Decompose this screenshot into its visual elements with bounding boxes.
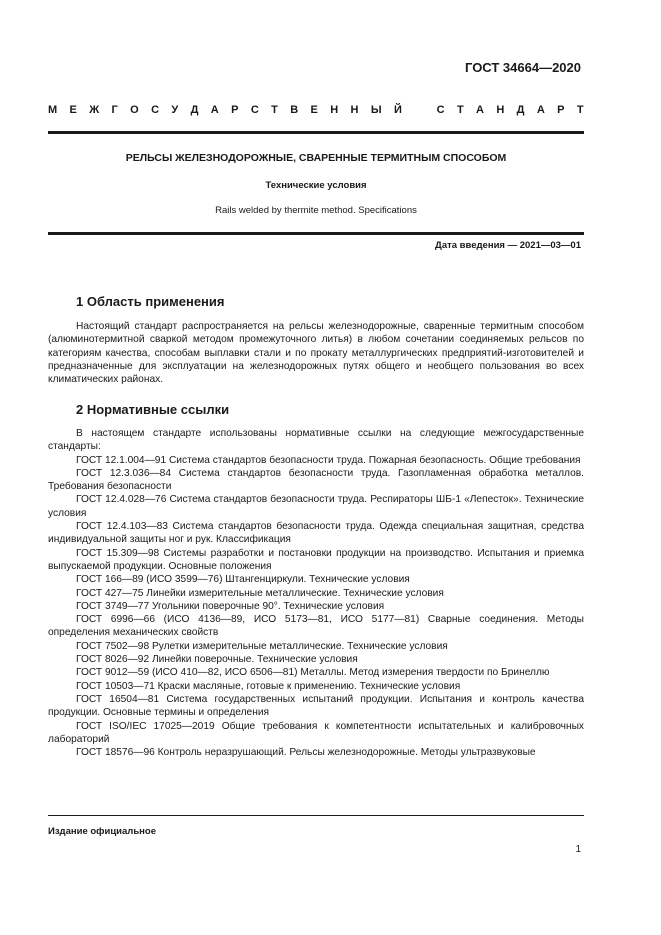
- interstate-letter: Ы: [370, 104, 382, 116]
- interstate-letter: Р: [557, 104, 565, 116]
- normative-reference-item: ГОСТ 12.4.028—76 Система стандартов безопасности труда. Респираторы ШБ-1 «Лепесток». Технические условия: [48, 494, 584, 519]
- interstate-letter: В: [290, 104, 299, 116]
- interstate-letter: Е: [310, 104, 318, 116]
- normative-reference-item: ГОСТ 3749—77 Угольники поверочные 90°. Технические условия: [76, 600, 385, 612]
- interstate-letter: М: [48, 104, 58, 116]
- section-1-heading: 1 Область применения: [76, 294, 225, 309]
- edition-label: Издание официальное: [48, 826, 156, 837]
- interstate-letter: Р: [231, 104, 239, 116]
- footer-rule: [48, 815, 584, 816]
- section-2-heading: 2 Нормативные ссылки: [76, 402, 230, 417]
- interstate-letter: Й: [394, 104, 402, 116]
- interstate-letter: С: [250, 104, 259, 116]
- normative-reference-item: ГОСТ 8026—92 Линейки поверочные. Технические условия: [76, 654, 358, 666]
- normative-reference-item: ГОСТ 7502—98 Рулетки измерительные металлические. Технические условия: [76, 640, 448, 652]
- interstate-letter: [414, 104, 424, 116]
- section-1-text: Настоящий стандарт распространяется на рельсы железнодорожные, сваренные термитным способом (алюминотермитной сваркой методом промежуточного литья) в любом сочетании соединяемых рельсов по категориям качества, способам выплавки стали и по прокату металлургических предприятий-изготовителей и предназначенные для эксплуатации на железнодорожных путях общего и необщего пользования во всех климатических районах.: [48, 321, 584, 386]
- interstate-letter: С: [436, 104, 445, 116]
- interstate-letter: Н: [330, 104, 339, 116]
- normative-reference-item: ГОСТ 12.3.036—84 Система стандартов безопасности труда. Газопламенная обработка металлов. Требования безопасности: [48, 467, 584, 493]
- interstate-letter: Т: [576, 104, 584, 116]
- normative-reference-item: ГОСТ 18576—96 Контроль неразрушающий. Рельсы железнодорожные. Методы ультразвуковые: [76, 747, 536, 759]
- interstate-letter: Т: [271, 104, 278, 116]
- header-rule-bottom: [48, 232, 584, 235]
- normative-references-list: [48, 427, 584, 759]
- normative-reference-item: ГОСТ ISO/IEC 17025—2019 Общие требования к компетентности испытательных и калибровочных лабораторий: [48, 720, 584, 745]
- interstate-letter: У: [171, 104, 179, 116]
- interstate-letter: Ж: [89, 104, 100, 116]
- normative-reference-item: ГОСТ 12.4.103—83 Система стандартов безопасности труда. Одежда специальная защитная, средства индивидуальной защиты ног и рук. Классификация: [48, 521, 584, 546]
- document-number: ГОСТ 34664—2020: [465, 60, 581, 75]
- document-title: РЕЛЬСЫ ЖЕЛЕЗНОДОРОЖНЫЕ, СВАРЕННЫЕ ТЕРМИТНЫМ СПОСОБОМ: [125, 152, 507, 164]
- interstate-letter: Т: [456, 104, 464, 116]
- document-subtitle: Технические условия: [265, 180, 367, 191]
- interstate-letter: А: [210, 104, 219, 116]
- normative-reference-item: ГОСТ 16504—81 Система государственных испытаний продукции. Испытания и контроль качества продукции. Основные термины и определения: [48, 693, 584, 719]
- normative-reference-item: ГОСТ 15.309—98 Системы разработки и постановки продукции на производство. Испытания и приемка выпускаемой продукции. Основные положения: [48, 547, 584, 572]
- interstate-letter: Д: [190, 104, 199, 116]
- normative-reference-item: ГОСТ 9012—59 (ИСО 410—82, ИСО 6506—81) Металлы. Метод измерения твердости по Бринеллю: [76, 667, 550, 679]
- normative-reference-item: ГОСТ 166—89 (ИСО 3599—76) Штангенциркули. Технические условия: [76, 574, 410, 586]
- introduction-date: Дата введения — 2021—03—01: [435, 240, 581, 251]
- interstate-letter: С: [151, 104, 160, 116]
- interstate-letter: Г: [111, 104, 118, 116]
- interstate-standard-banner: [48, 104, 584, 116]
- section-2-intro: В настоящем стандарте использованы нормативные ссылки на следующие межгосударственные стандарты:: [48, 428, 584, 453]
- document-title-english: Rails welded by thermite method. Specifications: [215, 205, 417, 216]
- normative-reference-item: ГОСТ 427—75 Линейки измерительные металлические. Технические условия: [76, 587, 444, 599]
- page-number: 1: [575, 844, 581, 855]
- interstate-letter: А: [476, 104, 484, 116]
- normative-reference-item: ГОСТ 10503—71 Краски масляные, готовые к применению. Технические условия: [76, 680, 461, 692]
- interstate-letter: Н: [350, 104, 359, 116]
- normative-reference-item: ГОСТ 6996—66 (ИСО 4136—89, ИСО 5173—81, ИСО 5177—81) Сварные соединения. Методы определения механических свойств: [48, 614, 584, 639]
- interstate-letter: Д: [516, 104, 525, 116]
- interstate-letter: О: [130, 104, 139, 116]
- interstate-letter: А: [536, 104, 545, 116]
- interstate-letter: Н: [496, 104, 505, 116]
- interstate-letter: Е: [69, 104, 77, 116]
- normative-reference-item: ГОСТ 12.1.004—91 Система стандартов безопасности труда. Пожарная безопасность. Общие требования: [76, 454, 581, 466]
- header-rule-top: [48, 131, 584, 134]
